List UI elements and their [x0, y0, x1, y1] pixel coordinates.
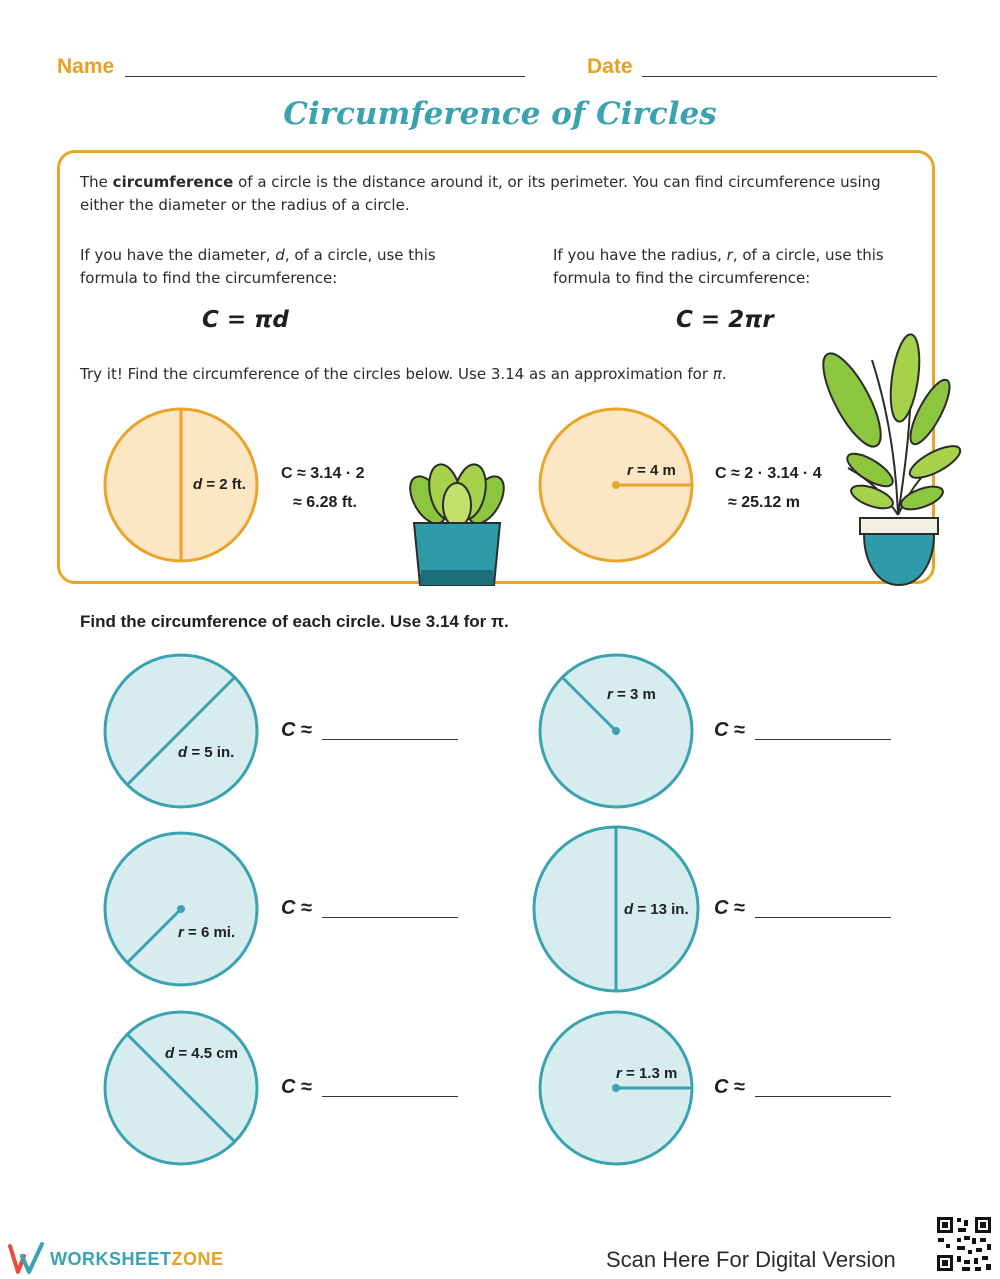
date-label: Date: [587, 55, 633, 78]
answer-6-field[interactable]: [755, 1096, 891, 1097]
succulent-plant-icon: [403, 461, 511, 585]
example-1-work-line2: ≈ 6.28 ft.: [293, 494, 357, 511]
example-radius-circle: [540, 409, 692, 561]
answer-3: C ≈: [281, 897, 458, 920]
problem-3-circle: [105, 833, 257, 985]
problem-6-circle: [540, 1012, 692, 1164]
answer-2: C ≈: [714, 719, 891, 742]
problem-1-label: d = 5 in.: [178, 744, 235, 761]
problem-6-label: r = 1.3 m: [616, 1065, 678, 1082]
name-label: Name: [57, 55, 115, 78]
scan-text: Scan Here For Digital Version: [606, 1247, 896, 1272]
answer-5-field[interactable]: [322, 1096, 458, 1097]
problems-heading: Find the circumference of each circle. Use 3.14 for π.: [80, 612, 509, 631]
answer-1: C ≈: [281, 719, 458, 742]
radius-instructions: If you have the radius, r, of a circle, use this formula to find the circumference:: [553, 246, 884, 287]
problem-4-label: d = 13 in.: [624, 901, 689, 918]
example-2-work-line2: ≈ 25.12 m: [728, 494, 800, 511]
answer-1-field[interactable]: [322, 739, 458, 740]
page-title: Circumference of Circles: [283, 96, 717, 132]
answer-6: C ≈: [714, 1076, 891, 1099]
problem-5-circle: [105, 1012, 257, 1164]
answer-4-field[interactable]: [755, 917, 891, 918]
problem-2-circle: [540, 655, 692, 807]
answer-2-field[interactable]: [755, 739, 891, 740]
example-2-work-line1: C ≈ 2 · 3.14 · 4: [715, 465, 822, 482]
example-1-work-line1: C ≈ 3.14 · 2: [281, 465, 365, 482]
example-2-label: r = 4 m: [627, 462, 676, 479]
leafy-plant-icon: [813, 333, 965, 585]
diameter-instructions: If you have the diameter, d, of a circle, use this formula to find the circumference:: [80, 246, 436, 287]
example-1-label: d = 2 ft.: [193, 476, 246, 493]
problem-3-label: r = 6 mi.: [178, 924, 236, 941]
answer-4: C ≈: [714, 897, 891, 920]
diameter-formula: C = πd: [202, 307, 289, 333]
problem-5-label: d = 4.5 cm: [165, 1045, 238, 1062]
intro-paragraph: The circumference of a circle is the distance around it, or its perimeter. You can find circumference using either the diameter or the radius of a circle.: [80, 173, 881, 214]
problem-1-circle: [105, 655, 257, 807]
problem-2-label: r = 3 m: [607, 686, 656, 703]
worksheet-zone-logo-icon: [10, 1244, 42, 1272]
radius-formula: C = 2πr: [676, 307, 774, 333]
worksheet-zone-logo[interactable]: WORKSHEETZONE: [50, 1249, 224, 1269]
answer-3-field[interactable]: [322, 917, 458, 918]
answer-5: C ≈: [281, 1076, 458, 1099]
try-it-text: Try it! Find the circumference of the circles below. Use 3.14 as an approximation for π.: [80, 365, 727, 383]
